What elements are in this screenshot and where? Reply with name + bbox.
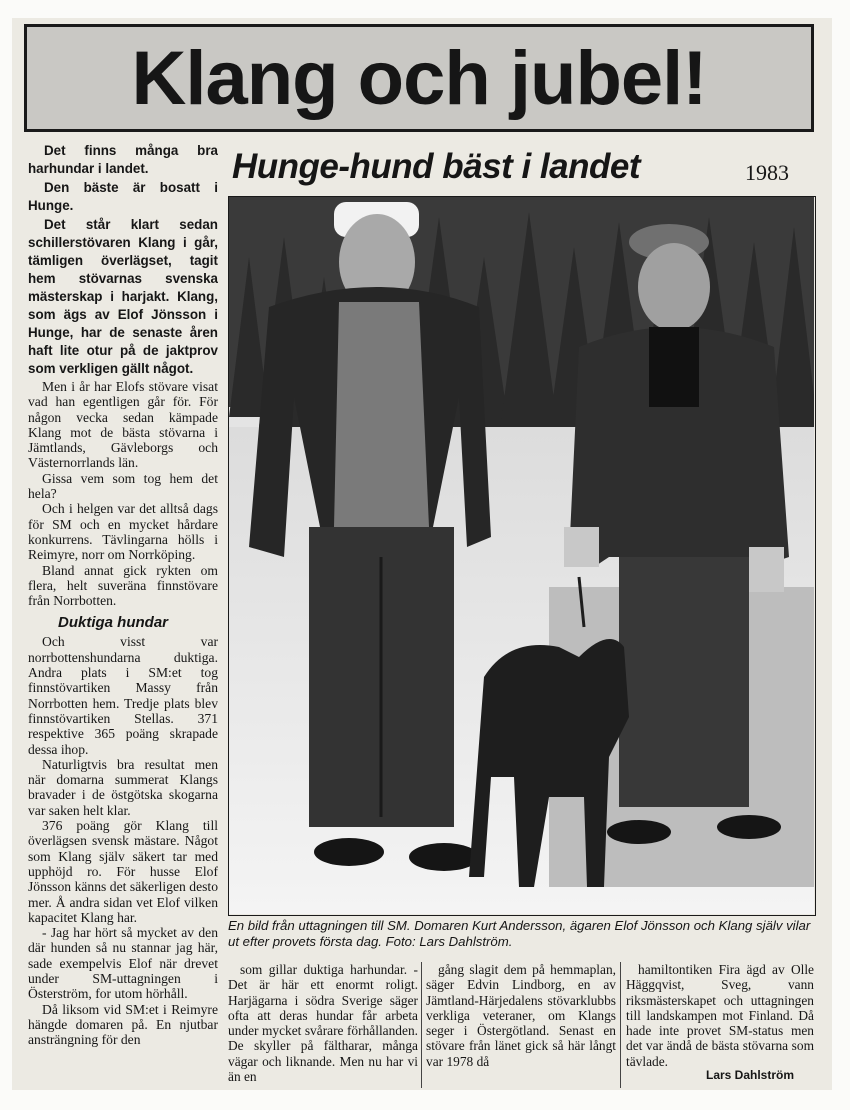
section-subheading: Duktiga hundar bbox=[58, 614, 169, 632]
news-photo bbox=[228, 196, 816, 916]
left-article-column bbox=[28, 142, 218, 1087]
body-paragraph: Gissa vem som tog hem det hela? bbox=[28, 470, 218, 502]
body-paragraph: Naturligtvis bra resultat men när domarna summerat Klangs bravader i de östgötska skogarna var saken helt klar. bbox=[28, 756, 218, 818]
headline: Klang och jubel! bbox=[131, 36, 707, 121]
body-paragraph: Bland annat gick rykten om flera, helt suveräna finnstövare från Norrbotten. bbox=[28, 562, 218, 609]
body-paragraph: som gillar duktiga harhundar. - Det är här ett enormt roligt. Harjägarna i södra Sverige säger ofta att deras hundar får arbeta under mycket svårare förhållanden. De skyller på fältharar, många vägar och liknande. Men nu har vi än en bbox=[228, 962, 418, 1085]
body-paragraph: Men i år har Elofs stövare visat vad han egentligen går för. För någon vecka sedan kämpade Klang mot de bästa stövarna i Jämtlands, Gävleborgs och Västernorrlands län. bbox=[28, 379, 218, 471]
lead-paragraph: Det finns många bra harhundar i landet. bbox=[28, 143, 218, 176]
body-paragraph: gång slagit dem på hemmaplan, säger Edvin Lindborg, en av Jämtland-Härjedalens stövarklubbs verkliga veteraner, om Klangs seger i Östergötland. Senast en stövare från länet gick så här långt var 1978 då bbox=[426, 962, 616, 1069]
column-divider bbox=[620, 962, 621, 1088]
year-annotation: 1983 bbox=[745, 160, 789, 185]
lead-paragraph: Det står klart sedan schillerstövaren Klang i går, tämligen överlägset, tagit hem stövarnas svenska mästerskap i harjakt. Klang, som ägs av Elof Jönsson i Hunge, har de senaste åren haft lite otur på de jaktprov som verkligen gällt något. bbox=[28, 217, 218, 376]
body-paragraph: hamiltontiken Fira ägd av Olle Häggqvist, Sveg, vann riksmästerskapet och uttagningen till landskampen mot Finland. Då hade inte provet SM-status men det var ändå de bästa stövarna som tävlade. bbox=[626, 962, 814, 1069]
subheadline: Hunge-hund bäst i landet bbox=[232, 147, 640, 186]
photo-caption: En bild från uttagningen till SM. Domaren Kurt Andersson, ägaren Elof Jönsson och Klang själv vilar ut efter provets första dag. Foto: Lars Dahlström. bbox=[228, 918, 811, 949]
column-divider bbox=[421, 962, 422, 1088]
body-paragraph: Då liksom vid SM:et i Reimyre hängde domaren på. En njutbar ansträngning för den bbox=[28, 1001, 218, 1048]
body-paragraph: Och i helgen var det alltså dags för SM och en mycket hårdare konkurrens. Tävlingarna hölls i Reimyre, norr om Norrköping. bbox=[28, 501, 218, 563]
byline: Lars Dahlström bbox=[706, 1068, 795, 1082]
photo-illustration bbox=[229, 197, 814, 914]
lead-paragraph: Den bäste är bosatt i Hunge. bbox=[28, 180, 218, 213]
body-paragraph: - Jag har hört så mycket av den där hunden så nu stannar jag här, sade exempelvis Elof när drevet under SM-uttagningen i Österström, for utom hörhåll. bbox=[28, 925, 218, 1002]
bottom-column-2 bbox=[426, 962, 616, 1092]
body-paragraph: Och visst var norrbottenshundarna duktiga. Andra plats i SM:et tog finnstövartiken Massy från Norrbotten hem. Tredje plats blev finnstövartiken Stellas. 371 respektive 365 poäng skrapade dessa ihop. bbox=[28, 634, 218, 757]
headline-box bbox=[24, 24, 814, 132]
bottom-column-1 bbox=[228, 962, 418, 1092]
body-paragraph: 376 poäng gör Klang till överlägsen svensk mästare. Något som Klang själv säkert tar med upphöjd ro. För husse Elof Jönsson känns det säkerligen desto mer. Å andra sidan vet Elof vilken kapacitet Klang har. bbox=[28, 818, 218, 925]
